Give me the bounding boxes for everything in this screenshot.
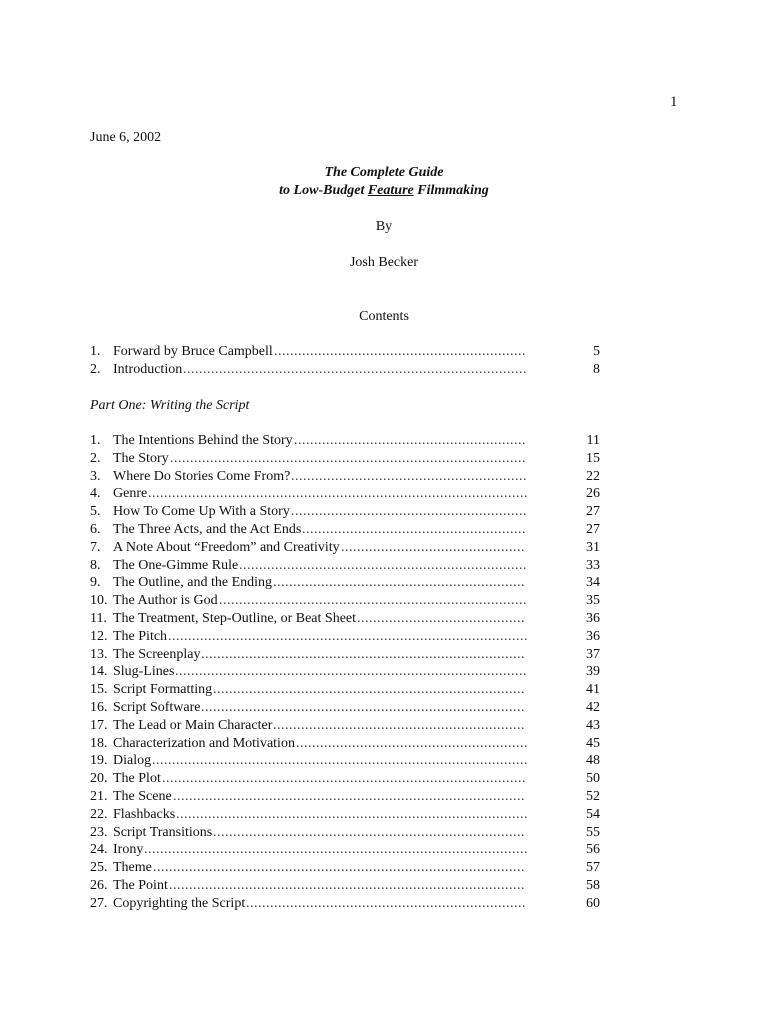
by-line: By (375, 219, 393, 234)
toc-entry-number: 13. (90, 646, 108, 662)
toc-leader-dots: ........................................................... (291, 468, 527, 484)
toc-entry-page: 54 (586, 806, 600, 822)
toc-entry-page: 43 (586, 717, 600, 733)
toc-entry-page: 22 (586, 468, 600, 484)
toc-entry-page: 34 (586, 575, 600, 591)
toc-entry-number: 17. (90, 717, 108, 733)
contents-heading: Contents (359, 309, 409, 324)
toc-entry-title: How To Come Up With a Story (113, 504, 290, 520)
toc-entry-page: 31 (586, 539, 600, 555)
toc-entry-number: 10. (90, 593, 108, 609)
toc-entry-page: 33 (586, 557, 600, 573)
toc-entry (90, 343, 610, 361)
toc-entry-title: The One-Gimme Rule (113, 557, 239, 573)
toc-entry-page: 8 (593, 361, 600, 377)
toc-leader-dots: ............................................................... (273, 717, 525, 733)
title-underlined-word: Feature (367, 183, 414, 198)
toc-entry (90, 663, 610, 681)
toc-leader-dots: .............................................. (341, 539, 525, 555)
toc-entry-title: Where Do Stories Come From? (113, 468, 291, 484)
toc-entry (90, 610, 610, 628)
toc-entry (90, 877, 610, 895)
toc-entry-page: 60 (586, 895, 600, 911)
toc-entry-title: Script Transitions (113, 824, 213, 840)
toc-leader-dots: ............................................................... (274, 344, 526, 359)
document-date: June 6, 2002 (90, 130, 162, 145)
toc-entry (90, 752, 610, 770)
toc-entry-number: 12. (90, 628, 108, 644)
toc-entry-page: 15 (586, 450, 600, 466)
toc-entry-title: Script Formatting (113, 682, 213, 698)
toc-entry-page: 36 (586, 628, 600, 644)
toc-entry-number: 5. (90, 504, 101, 520)
front-matter-toc (90, 343, 610, 379)
toc-entry-title: The Point (113, 877, 168, 893)
title-line-2-prefix: to Low-Budget (279, 183, 368, 198)
toc-entry-number: 23. (90, 824, 108, 840)
toc-entry-page: 56 (586, 842, 600, 858)
toc-entry-title: The Plot (113, 771, 161, 787)
toc-entry-title: Theme (113, 860, 152, 876)
toc-leader-dots: ......................................................................................... (170, 450, 526, 466)
toc-entry (90, 699, 610, 717)
toc-entry-title: Script Software (113, 699, 201, 715)
author-name: Josh Becker (349, 255, 419, 270)
toc-entry (90, 592, 610, 610)
toc-entry-page: 57 (586, 860, 600, 876)
toc-entry (90, 468, 610, 486)
toc-entry-title: Characterization and Motivation (113, 735, 295, 751)
toc-entry-page: 27 (586, 521, 600, 537)
toc-leader-dots: ............................................................................. (219, 593, 527, 609)
toc-entry (90, 681, 610, 699)
toc-entry-number: 20. (90, 771, 108, 787)
toc-entry (90, 824, 610, 842)
toc-entry-number: 3. (90, 468, 101, 484)
toc-entry (90, 485, 610, 503)
toc-entry-number: 1. (90, 344, 101, 359)
toc-entry-number: 2. (90, 361, 101, 377)
toc-entry-page: 5 (593, 344, 600, 359)
toc-entry (90, 521, 610, 539)
toc-leader-dots: .............................................................................. (213, 824, 525, 840)
part-one-heading: Part One: Writing the Script (90, 398, 250, 413)
toc-entry-page: 58 (586, 877, 600, 893)
toc-leader-dots: .............................................................................................. (152, 753, 528, 769)
toc-entry (90, 503, 610, 521)
toc-entry-title: Forward by Bruce Campbell (113, 344, 273, 359)
toc-entry (90, 895, 610, 913)
toc-entry-number: 26. (90, 877, 108, 893)
toc-leader-dots: ........................................................................................ (175, 664, 527, 680)
toc-entry-page: 48 (586, 753, 600, 769)
toc-entry-title: The Story (113, 450, 169, 466)
toc-entry (90, 806, 610, 824)
toc-entry-page: 50 (586, 771, 600, 787)
toc-entry-title: The Pitch (113, 628, 168, 644)
toc-entry (90, 539, 610, 557)
title-line-2 (0, 183, 768, 199)
toc-leader-dots: ............................................................... (273, 575, 525, 591)
toc-entry (90, 432, 610, 450)
toc-entry (90, 841, 610, 859)
toc-entry (90, 717, 610, 735)
toc-leader-dots: ........................................................................................ (173, 788, 525, 804)
toc-entry (90, 574, 610, 592)
toc-entry-title: The Lead or Main Character (113, 717, 273, 733)
toc-entry-number: 8. (90, 557, 101, 573)
toc-entry-page: 27 (586, 504, 600, 520)
toc-entry-title: The Intentions Behind the Story (113, 433, 293, 448)
toc-entry-number: 27. (90, 895, 108, 911)
toc-leader-dots: .......................................... (357, 610, 525, 626)
toc-entry-title: The Outline, and the Ending (113, 575, 273, 591)
toc-entry-title: The Author is God (113, 593, 218, 609)
toc-entry (90, 859, 610, 877)
toc-entry-title: Slug-Lines (113, 664, 175, 680)
toc-leader-dots: ............................................................................................... (148, 486, 528, 502)
toc-leader-dots: ................................................................................................ (144, 842, 528, 858)
toc-leader-dots: ........................................................ (302, 521, 526, 537)
toc-entry-page: 26 (586, 486, 600, 502)
toc-leader-dots: ...................................................................................... (183, 361, 527, 377)
toc-leader-dots: ............................................................................................. (153, 860, 525, 876)
toc-leader-dots: .......................................................... (296, 735, 528, 751)
toc-entry-title: Genre (113, 486, 148, 502)
toc-entry-number: 7. (90, 539, 101, 555)
toc-entry-title: The Screenplay (113, 646, 201, 662)
toc-leader-dots: ........................................................................................ (176, 806, 528, 822)
toc-leader-dots: ........................................................................ (239, 557, 527, 573)
toc-entry-title: A Note About “Freedom” and Creativity (113, 539, 340, 555)
toc-entry (90, 735, 610, 753)
toc-entry-number: 4. (90, 486, 101, 502)
toc-leader-dots: ......................................................................................... (169, 877, 525, 893)
toc-entry-page: 55 (586, 824, 600, 840)
toc-entry-number: 25. (90, 860, 108, 876)
toc-leader-dots: ........................................................... (291, 504, 527, 520)
toc-entry (90, 450, 610, 468)
toc-entry (90, 788, 610, 806)
toc-entry-title: Flashbacks (113, 806, 176, 822)
toc-entry-number: 9. (90, 575, 101, 591)
toc-entry-number: 16. (90, 699, 108, 715)
toc-entry (90, 646, 610, 664)
toc-entry-number: 21. (90, 788, 108, 804)
toc-entry-number: 1. (90, 433, 101, 448)
toc-leader-dots: ........................................................................................... (162, 771, 526, 787)
toc-leader-dots: ................................................................................. (201, 699, 525, 715)
toc-entry-page: 39 (586, 664, 600, 680)
toc-leader-dots: ................................................................................. (201, 646, 525, 662)
title-line-2-suffix: Filmmaking (413, 183, 489, 198)
toc-entry-page: 45 (586, 735, 600, 751)
toc-entry-title: Introduction (113, 361, 183, 377)
toc-entry-page: 36 (586, 610, 600, 626)
toc-entry-number: 19. (90, 753, 108, 769)
toc-entry (90, 628, 610, 646)
toc-entry-title: Irony (113, 842, 144, 858)
toc-entry-title: Dialog (113, 753, 152, 769)
toc-entry-page: 52 (586, 788, 600, 804)
toc-entry-number: 15. (90, 682, 108, 698)
toc-entry-page: 37 (586, 646, 600, 662)
toc-entry-number: 22. (90, 806, 108, 822)
toc-leader-dots: ...................................................................... (246, 895, 526, 911)
page-number: 1 (670, 94, 678, 110)
toc-leader-dots: .......................................................................................... (168, 628, 528, 644)
toc-entry-page: 35 (586, 593, 600, 609)
toc-entry-number: 18. (90, 735, 108, 751)
toc-leader-dots: .......................................................... (294, 433, 526, 448)
toc-entry (90, 557, 610, 575)
toc-entry-title: Copyrighting the Script (113, 895, 246, 911)
toc-entry-number: 6. (90, 521, 101, 537)
toc-entry-number: 11. (90, 610, 107, 626)
part-one-toc (90, 432, 610, 913)
toc-entry-page: 42 (586, 699, 600, 715)
toc-leader-dots: .............................................................................. (213, 682, 525, 698)
toc-entry-number: 14. (90, 664, 108, 680)
toc-entry-title: The Three Acts, and the Act Ends (113, 521, 302, 537)
toc-entry-number: 24. (90, 842, 108, 858)
toc-entry (90, 770, 610, 788)
toc-entry-page: 11 (586, 433, 600, 448)
toc-entry-number: 2. (90, 450, 101, 466)
toc-entry-title: The Scene (113, 788, 172, 804)
toc-entry (90, 361, 610, 379)
toc-entry-page: 41 (586, 682, 600, 698)
toc-entry-title: The Treatment, Step-Outline, or Beat Sheet (113, 610, 357, 626)
title-line-1: The Complete Guide (324, 165, 444, 180)
